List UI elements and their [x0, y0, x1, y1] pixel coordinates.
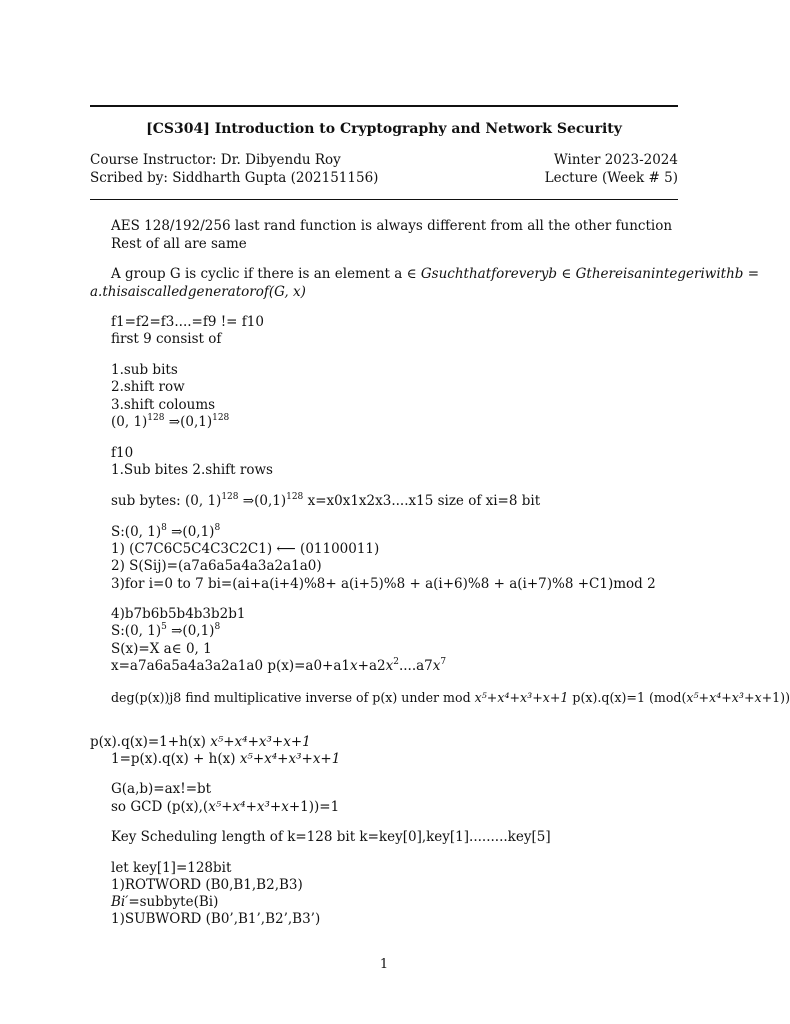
- text-line: S(x)=X a∈ 0, 1: [111, 641, 212, 657]
- bottom-rule: [90, 199, 678, 200]
- text-line: AES 128/192/256 last rand function is always different from all the other function: [111, 218, 673, 234]
- text-line: x=a7a6a5a4a3a2a1a0 $p(x)=a0+a1x+a2x^2....a7x^7$: [111, 657, 447, 674]
- term-line: Winter 2023-2024: [553, 152, 678, 168]
- text-line: so GCD (p(x),(x⁵+x⁴+x³+x+1))=1: [111, 799, 340, 815]
- text-line: 4)b7b6b5b4b3b2b1: [111, 606, 246, 622]
- instructor-line: Course Instructor: Dr. Dibyendu Roy: [90, 152, 341, 168]
- text-line: 1.Sub bites 2.shift rows: [111, 462, 273, 478]
- page-number: 1: [379, 957, 389, 972]
- text-line: 1)SUBWORD (B0’,B1’,B2’,B3’): [111, 911, 321, 927]
- text-line: a.thisaiscalledgeneratorof(G, x): [90, 284, 306, 300]
- lecture-line: Lecture (Week # 5): [544, 170, 678, 186]
- course-title: [CS304] Introduction to Cryptography and Network Security: [146, 121, 622, 137]
- top-rule: [90, 105, 678, 107]
- text-line: G(a,b)=ax!=bt: [111, 781, 212, 797]
- text-line: p(x).q(x)=1+h(x) x⁵+x⁴+x³+x+1: [90, 734, 311, 750]
- text-line: Key Scheduling length of k=128 bit k=key[0],key[1].........key[5]: [111, 829, 551, 845]
- text-line: S:(0, 1)$^8$ $\Rightarrow(0,1)^8$: [111, 523, 221, 540]
- text-line: f10: [111, 445, 134, 461]
- text-line: A group G is cyclic if there is an element a ∈ Gsuchthatforeveryb ∈ Gthereisanintegeriwithb =: [111, 266, 760, 282]
- text-line: f1=f2=f3....=f9 != f10: [111, 314, 264, 330]
- scribe-line: Scribed by: Siddharth Gupta (202151156): [90, 170, 379, 186]
- text-line: let key[1]=128bit: [111, 860, 232, 876]
- text-line: (0, 1)$^{128}$ $\Rightarrow(0,1)^{128}$: [111, 413, 230, 430]
- text-line: 2) S(Sij)=(a7a6a5a4a3a2a1a0): [111, 558, 322, 574]
- text-line: deg(p(x))j8 find multiplicative inverse of p(x) under mod x⁵+x⁴+x³+x+1 p(x).q(x)=1 (mod(x⁵+x⁴+x³+x+1)): [111, 690, 790, 705]
- text-line: 3.shift coloums: [111, 397, 216, 413]
- text-line: Rest of all are same: [111, 236, 247, 252]
- text-line: sub bytes: (0, 1)$^{128}$ $\Rightarrow(0,1)^{128}$ x=x0x1x2x3....x15 size of xi=8 bit: [111, 492, 541, 509]
- text-line: first 9 consist of: [111, 331, 222, 347]
- text-line: 1)ROTWORD (B0,B1,B2,B3): [111, 877, 303, 893]
- text-line: 3)for i=0 to 7 bi=(ai+a(i+4)%8+ a(i+5)%8 + a(i+6)%8 + a(i+7)%8 +C1)mod 2: [111, 576, 656, 592]
- text-line: 1=p(x).q(x) + h(x) x⁵+x⁴+x³+x+1: [111, 751, 341, 767]
- text-line: Bi′=subbyte(Bi): [111, 894, 219, 910]
- text-line: 1.sub bits: [111, 362, 178, 378]
- text-line: S:(0, 1)$^5$ $\Rightarrow(0,1)^8$: [111, 622, 221, 639]
- text-line: 1) (C7C6C5C4C3C2C1) ⟵ (01100011): [111, 541, 380, 557]
- text-line: 2.shift row: [111, 379, 185, 395]
